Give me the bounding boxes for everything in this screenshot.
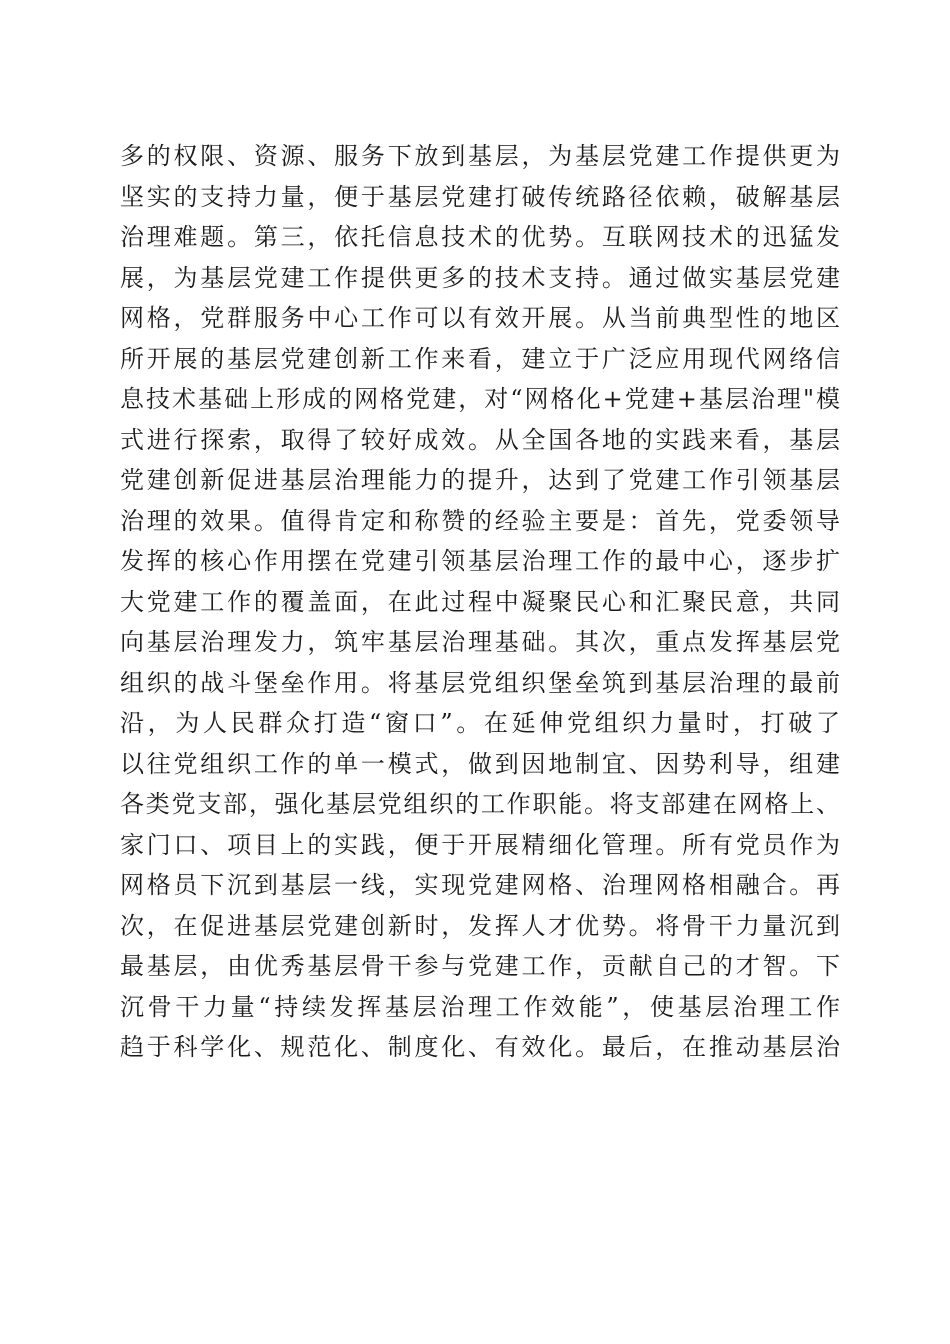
text-line: 息技术基础上形成的网格党建，对“网格化+党建+基层治理"模 [120,385,840,413]
text-line: 网格员下沉到基层一线，实现党建网格、治理网格相融合。再 [120,871,840,899]
text-line: 所开展的基层党建创新工作来看，建立于广泛应用现代网络信 [120,344,840,373]
text-line: 组织的战斗堡垒作用。将基层党组织堡垒筑到基层治理的最前 [120,668,840,697]
text-line: 大党建工作的覆盖面，在此过程中凝聚民心和汇聚民意，共同 [120,587,840,616]
text-line: 向基层治理发力，筑牢基层治理基础。其次，重点发挥基层党 [120,628,840,656]
body-paragraph [120,136,840,1068]
text-line: 次，在促进基层党建创新时，发挥人才优势。将骨干力量沉到 [120,911,840,940]
text-line: 治理难题。第三，依托信息技术的优势。互联网技术的迅猛发 [120,223,840,251]
text-line: 多的权限、资源、服务下放到基层，为基层党建工作提供更为 [120,142,840,170]
text-line: 以往党组织工作的单一模式，做到因地制宜、因势利导，组建 [120,749,840,778]
text-line: 坚实的支持力量，便于基层党建打破传统路径依赖，破解基层 [120,182,840,211]
text-line: 式进行探索，取得了较好成效。从全国各地的实践来看，基层 [120,425,840,454]
text-line: 各类党支部，强化基层党组织的工作职能。将支部建在网格上、 [120,790,840,818]
text-line: 家门口、项目上的实践，便于开展精细化管理。所有党员作为 [120,830,840,859]
text-line: 沉骨干力量“持续发挥基层治理工作效能”，使基层治理工作 [120,992,840,1021]
text-line: 网格，党群服务中心工作可以有效开展。从当前典型性的地区 [120,304,840,332]
text-line: 治理的效果。值得肯定和称赞的经验主要是：首先，党委领导 [120,506,840,535]
text-line: 最基层，由优秀基层骨干参与党建工作，贡献自己的才智。下 [120,952,840,980]
text-line: 展，为基层党建工作提供更多的技术支持。通过做实基层党建 [120,263,840,292]
text-line: 发挥的核心作用摆在党建引领基层治理工作的最中心，逐步扩 [120,547,840,575]
text-line: 趋于科学化、规范化、制度化、有效化。最后，在推动基层治 [120,1033,840,1061]
text-line: 沿，为人民群众打造“窗口”。在延伸党组织力量时，打破了 [120,709,840,737]
text-line: 党建创新促进基层治理能力的提升，达到了党建工作引领基层 [120,466,840,494]
